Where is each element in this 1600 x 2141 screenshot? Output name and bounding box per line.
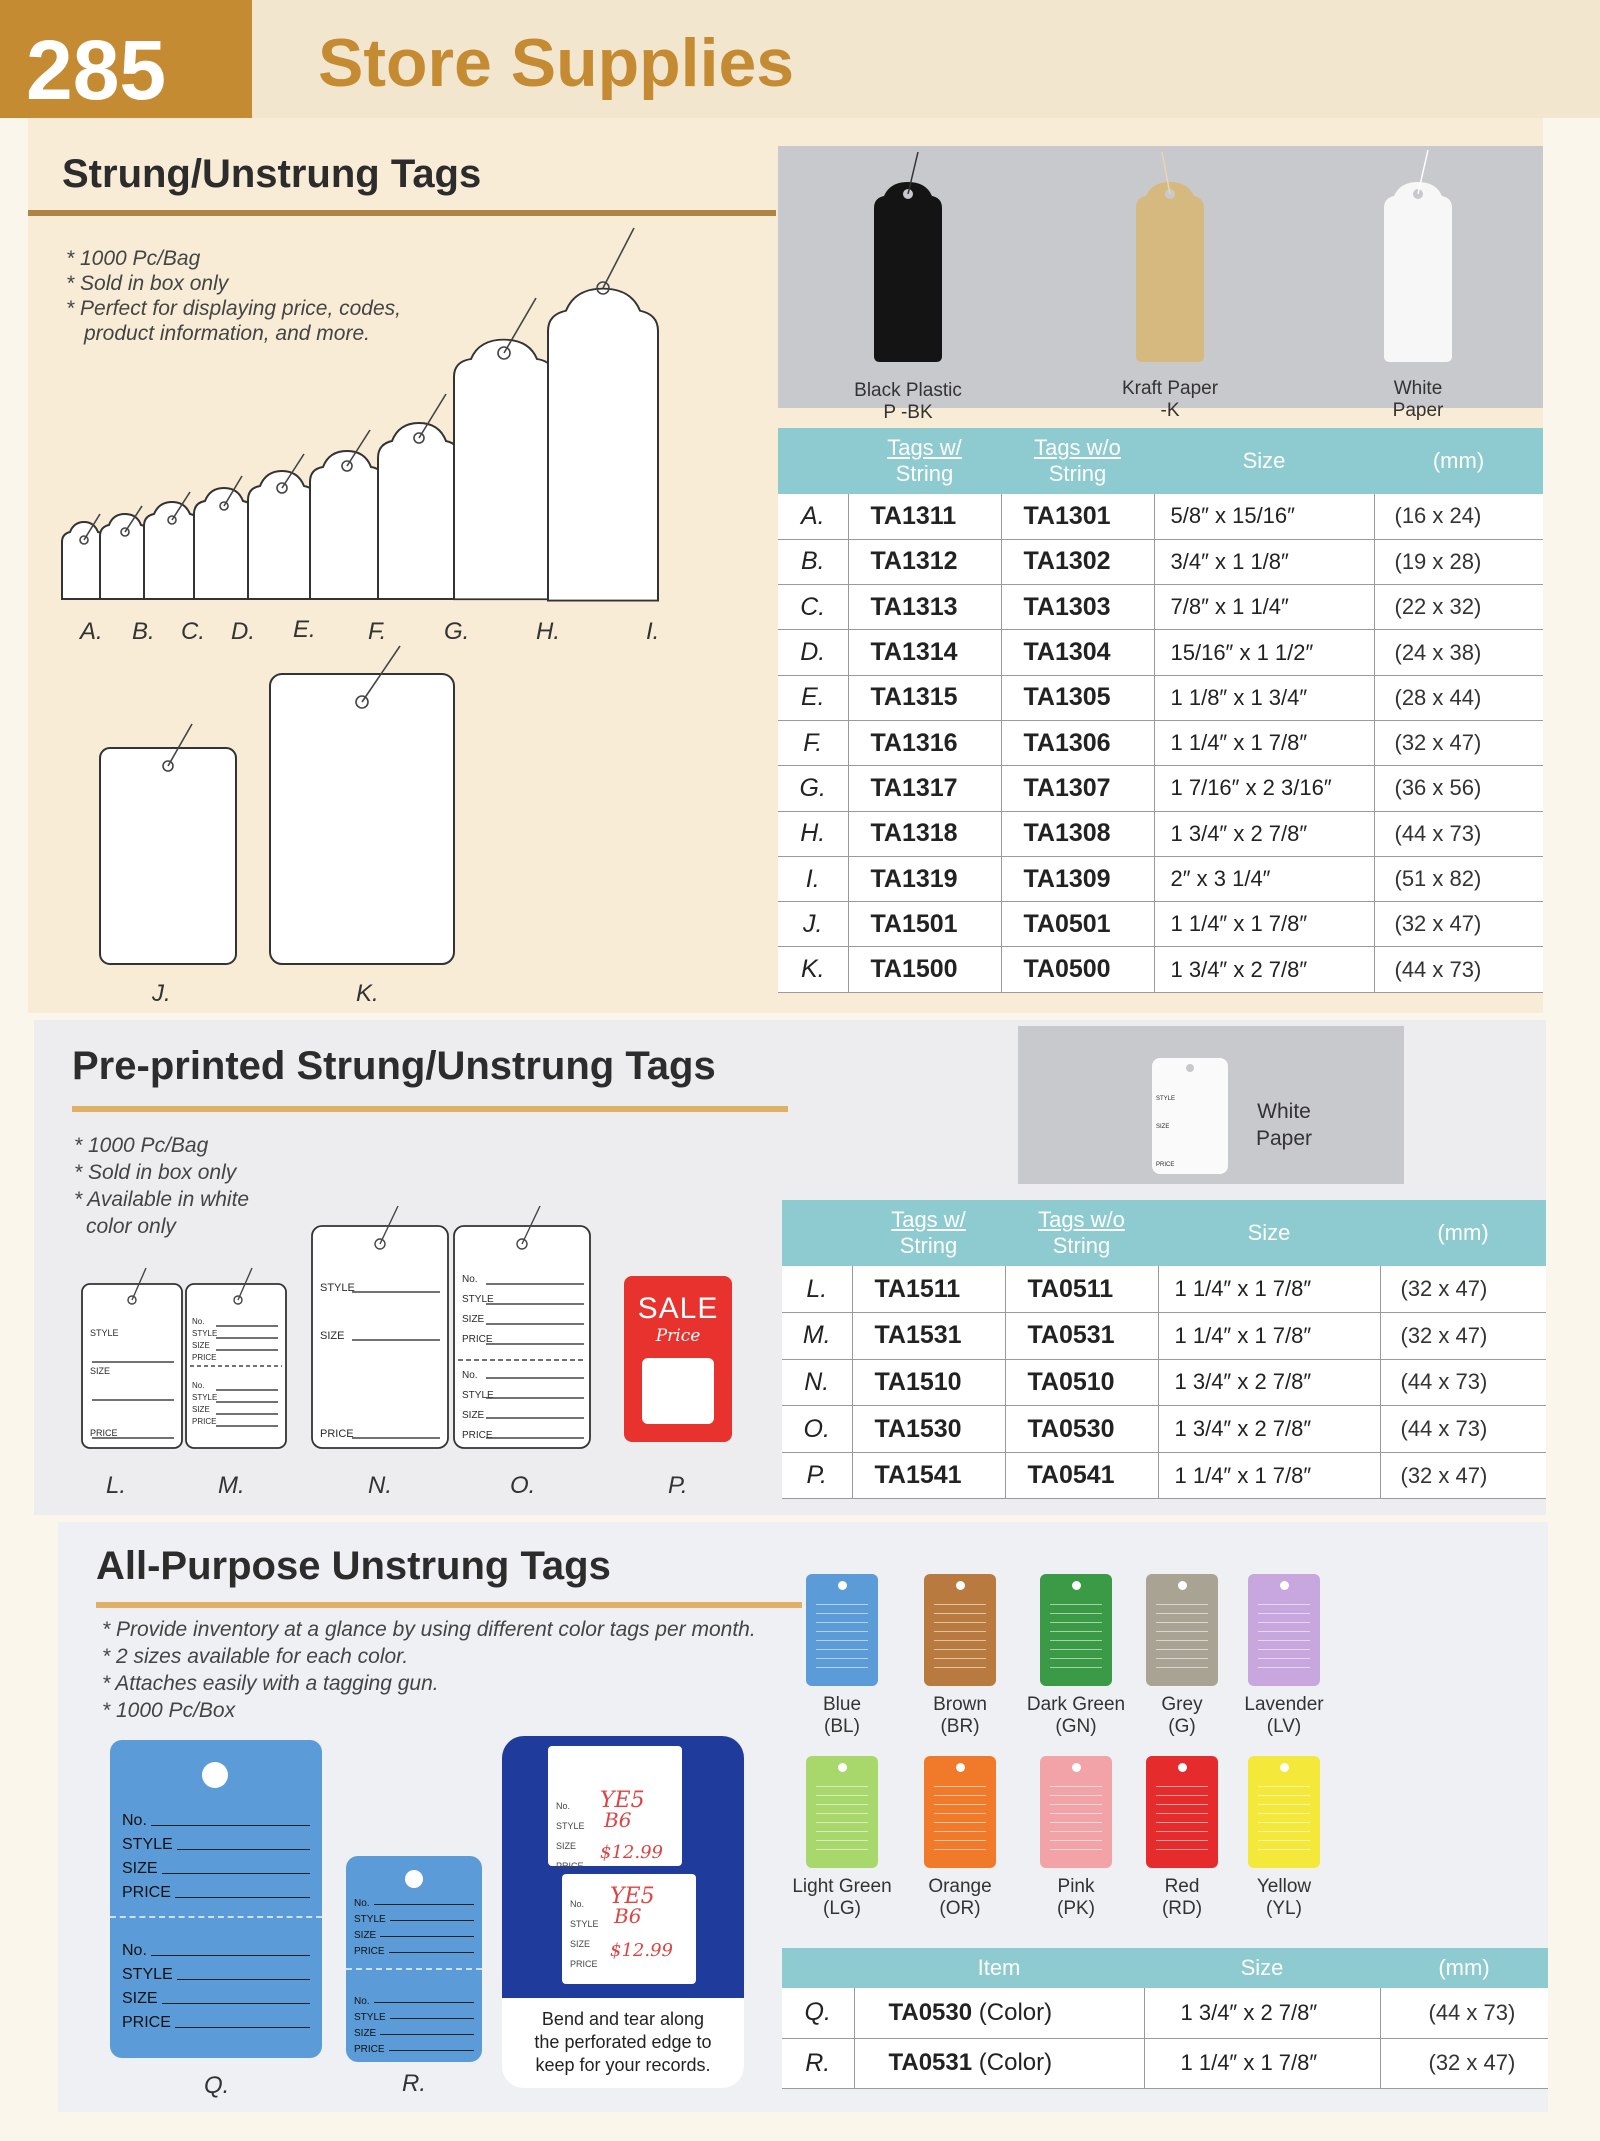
tag-k-icon [270,674,454,964]
all-purpose-spec-table: Item Size (mm) Q. TA0530 (Color) 1 3/4″ x 2 7/8″ (44 x 73) R. TA0531 (Color) 1 1/4″ x 1 7/8″ (32 x 47) [782,1948,1548,2089]
table-row [782,1988,1548,2038]
bullet-list: * Provide inventory at a glance by using different color tags per month. * 2 sizes available for each color. * Attaches easily with a tagging gun. * 1000 Pc/Box [102,1618,756,1722]
tag-letter: F. [368,618,387,645]
strung-unstrung-section [28,118,1543,1013]
cell-with: TA1318 [848,811,1001,856]
tag-q-icon: No. STYLE SIZE PRICE No. STYLE SIZE PRICE [110,1740,322,2058]
cell-with: TA1315 [848,675,1001,720]
cell-with: TA1530 [852,1406,1005,1453]
tag-g-icon [378,423,460,599]
tag-letter: M. [218,1472,245,1499]
page-header [0,0,1600,118]
sale-text: SALE [637,1292,719,1325]
table-row [778,494,1543,539]
cell-letter: E. [778,675,848,720]
cell-without: TA0510 [1005,1359,1158,1406]
table-row [782,2038,1548,2088]
cell-mm: (32 x 47) [1380,1452,1546,1499]
cell-without: TA0530 [1005,1406,1158,1453]
table-row [778,856,1543,901]
cell-size: 2″ x 3 1/4″ [1154,856,1374,901]
color-swatch-grey: Grey (G) [1122,1574,1242,1738]
cell-with: TA1501 [848,902,1001,947]
tag-letter: J. [152,980,171,1007]
cell-size: 1 3/4″ x 2 7/8″ [1154,947,1374,992]
color-tag-icon [1146,1756,1218,1868]
color-tag-icon [1146,1574,1218,1686]
cell-without: TA0500 [1001,947,1154,992]
torn-tag-top: No. STYLE SIZE PRICE YE5 B6 $12.99 [548,1746,682,1866]
table-row [782,1359,1546,1406]
cell-size: 1 1/4″ x 1 7/8″ [1158,1313,1380,1360]
cell-without: TA1306 [1001,720,1154,765]
bullet-list: * 1000 Pc/Bag * Sold in box only * Available in white color only [74,1134,250,1238]
material-white: White Paper [1392,378,1444,421]
cell-without: TA0531 [1005,1313,1158,1360]
tag-letter: G. [444,618,470,645]
cell-mm: (36 x 56) [1374,766,1543,811]
cell-with: TA1312 [848,539,1001,584]
cell-mm: (44 x 73) [1374,811,1543,856]
table-row [782,1406,1546,1453]
cell-letter: F. [778,720,848,765]
color-tag-icon [806,1756,878,1868]
tag-letter: D. [231,618,255,645]
cell-letter: O. [782,1406,852,1453]
cell-mm: (51 x 82) [1374,856,1543,901]
cell-without: TA1301 [1001,494,1154,539]
cell-size: 7/8″ x 1 1/4″ [1154,585,1374,630]
cell-without: TA1308 [1001,811,1154,856]
color-tag-icon [924,1574,996,1686]
cell-with: TA1319 [848,856,1001,901]
tag-letter: A. [80,618,103,645]
cell-size: 1 3/4″ x 2 7/8″ [1144,1988,1380,2038]
page-number: 285 [0,0,252,118]
cell-size: 1 1/4″ x 1 7/8″ [1154,720,1374,765]
cell-without: TA1304 [1001,630,1154,675]
tag-letter: O. [510,1472,536,1499]
tag-letter: P. [668,1472,688,1499]
material-black: Black Plastic P -BK [854,380,962,423]
color-swatch-brown: Brown (BR) [900,1574,1020,1738]
cell-without: TA1302 [1001,539,1154,584]
cell-size: 3/4″ x 1 1/8″ [1154,539,1374,584]
tag-b-icon [100,514,150,599]
materials-photo [778,146,1543,423]
tag-letter: B. [132,618,155,645]
cell-letter: R. [782,2038,854,2088]
cell-size: 1 1/4″ x 1 7/8″ [1154,902,1374,947]
cell-letter: I. [778,856,848,901]
tag-letter: E. [293,616,316,643]
cell-with: TA1531 [852,1313,1005,1360]
cell-without: TA1307 [1001,766,1154,811]
cell-without: TA0501 [1001,902,1154,947]
cell-letter: J. [778,902,848,947]
section-title: All-Purpose Unstrung Tags [96,1544,611,1588]
color-swatch-orange: Orange (OR) [900,1756,1020,1920]
cell-item: TA0530 (Color) [854,1988,1144,2038]
tag-r-icon: No. STYLE SIZE PRICE No. STYLE SIZE PRICE [346,1856,482,2062]
color-tag-icon [1040,1756,1112,1868]
cell-mm: (32 x 47) [1380,2038,1548,2088]
cell-size: 5/8″ x 15/16″ [1154,494,1374,539]
cell-mm: (44 x 73) [1380,1988,1548,2038]
cell-letter: A. [778,494,848,539]
color-tag-icon [1040,1574,1112,1686]
cell-without: TA1303 [1001,585,1154,630]
cell-mm: (44 x 73) [1374,947,1543,992]
cell-with: TA1500 [848,947,1001,992]
tag-letter: H. [536,618,560,645]
section-title: Pre-printed Strung/Unstrung Tags [72,1044,716,1088]
cell-letter: P. [782,1452,852,1499]
cell-mm: (24 x 38) [1374,630,1543,675]
cell-size: 1 1/8″ x 1 3/4″ [1154,675,1374,720]
tag-letter: N. [368,1472,392,1499]
cell-mm: (32 x 47) [1374,720,1543,765]
color-swatch-pink: Pink (PK) [1016,1756,1136,1920]
title-rule [96,1602,802,1608]
table-row [778,947,1543,992]
color-swatch-yellow: Yellow (YL) [1224,1756,1344,1920]
header-mm: (mm) [1374,428,1543,494]
torn-tag-bottom: No. STYLE SIZE PRICE YE5 B6 $12.99 [562,1874,696,1984]
bend-note: Bend and tear along the perforated edge to keep for your records. [534,2009,712,2075]
cell-size: 1 1/4″ x 1 7/8″ [1158,1452,1380,1499]
cell-with: TA1316 [848,720,1001,765]
color-swatch-red: Red (RD) [1122,1756,1242,1920]
tag-letter: R. [402,2070,426,2097]
cell-item: TA0531 (Color) [854,2038,1144,2088]
tag-i-icon [548,289,658,601]
cell-with: TA1311 [848,494,1001,539]
section-title: Strung/Unstrung Tags [62,152,482,196]
cell-without: TA1305 [1001,675,1154,720]
tag-letter: L. [106,1472,127,1499]
tag-h-icon [454,340,554,600]
cell-with: TA1510 [852,1359,1005,1406]
cell-with: TA1541 [852,1452,1005,1499]
cell-size: 1 3/4″ x 2 7/8″ [1158,1406,1380,1453]
color-tag-icon [1248,1756,1320,1868]
cell-without: TA0541 [1005,1452,1158,1499]
preprinted-spec-table: Tags w/ String Tags w/o String Size (mm) L. TA1511 TA0511 1 1/4″ x 1 7/8″ (32 x 47) M. TA1531 TA0531 1 1/4″ x 1 7/8″ (32 x 47) N. TA1510 TA0510 1 3/4″ x 2 7/8″ (44 x 73) O. TA1530 TA0530 1 3/4″ x 2 7/8″ (44 x 73) P. TA1541 TA0541 1 1/4″ x 1 7/8″ (32 x 47) [782,1200,1546,1499]
color-swatch-dark-green: Dark Green (GN) [1016,1574,1136,1738]
cell-mm: (32 x 47) [1380,1266,1546,1313]
header-size: Size [1154,428,1374,494]
all-purpose-section [58,1522,1548,2112]
table-row [778,630,1543,675]
table-row [778,811,1543,856]
cell-size: 1 3/4″ x 2 7/8″ [1154,811,1374,856]
tag-f-icon [310,451,384,599]
cell-mm: (22 x 32) [1374,585,1543,630]
tag-illustrations [28,118,788,1018]
header-empty [778,428,848,494]
cell-mm: (19 x 28) [1374,539,1543,584]
material-tags-icon [778,146,1543,408]
tag-letter: Q. [204,2072,230,2099]
cell-letter: H. [778,811,848,856]
table-row [782,1266,1546,1313]
cell-with: TA1511 [852,1266,1005,1313]
color-swatch-blue: Blue (BL) [782,1574,902,1738]
header-with-string: Tags w/ String [848,428,1001,494]
tag-e-icon [248,471,316,599]
table-row [778,720,1543,765]
tag-letter: K. [356,980,379,1007]
table-row [782,1313,1546,1360]
cell-letter: N. [782,1359,852,1406]
cell-size: 1 3/4″ x 2 7/8″ [1158,1359,1380,1406]
cell-size: 15/16″ x 1 1/2″ [1154,630,1374,675]
color-swatch-light-green: Light Green (LG) [782,1756,902,1920]
cell-with: TA1314 [848,630,1001,675]
cell-letter: B. [778,539,848,584]
table-row [778,766,1543,811]
preprinted-tags [34,1020,794,1515]
cell-size: 1 7/16″ x 2 3/16″ [1154,766,1374,811]
bullet-list: * 1000 Pc/Bag * Sold in box only * Perfect for displaying price, codes, product information, and more. [66,247,401,345]
material-kraft: Kraft Paper -K [1121,378,1219,421]
color-tag-icon [806,1574,878,1686]
color-swatch-lavender: Lavender (LV) [1224,1574,1344,1738]
preprinted-photo [1018,1026,1404,1184]
table-row [778,675,1543,720]
color-tag-icon [924,1756,996,1868]
cell-mm: (16 x 24) [1374,494,1543,539]
cell-mm: (44 x 73) [1380,1406,1546,1453]
cell-letter: C. [778,585,848,630]
sale-script: Price [655,1326,701,1346]
tags-spec-table [778,428,1543,993]
tear-demo-photo [502,1736,744,2088]
cell-size: 1 1/4″ x 1 7/8″ [1158,1266,1380,1313]
tag-j-icon [100,748,236,964]
preprinted-section: Pre-printed Strung/Unstrung Tags * 1000 Pc/Bag * Sold in box only * Available in white color only STYLE SIZE PRICE White Paper STYLE SIZE PRICE No. STYLE SIZE PRICE No. STYLE SIZE PRICE STYLE SIZE PRICE No. STYLE SIZE PRICE No. STYLE SIZE PRICE SALE Price L. M. N. O. P. Tags w/ String Tags w/o String Size (mm) L. TA1511 TA0511 1 1/4″ x 1 7/8″ (32 x 47) M. TA1531 TA0531 1 1/4″ x 1 7/8″ (32 x 47) N. TA1510 TA0510 1 3/4″ x 2 7/8″ (44 x 73) O. TA1530 TA0530 1 3/4″ x 2 7/8″ (44 x 73) P. TA1541 TA0541 1 1/4″ x 1 7/8″ (32 x 47) [34,1020,1546,1515]
color-tag-icon [1248,1574,1320,1686]
tag-letter: I. [646,618,660,645]
cell-letter: G. [778,766,848,811]
cell-without: TA0511 [1005,1266,1158,1313]
table-row [778,585,1543,630]
page-title: Store Supplies [318,25,795,101]
cell-letter: K. [778,947,848,992]
cell-letter: L. [782,1266,852,1313]
cell-without: TA1309 [1001,856,1154,901]
table-row [778,539,1543,584]
cell-size: 1 1/4″ x 1 7/8″ [1144,2038,1380,2088]
table-row [782,1452,1546,1499]
table-row [778,902,1543,947]
tag-letter: C. [181,618,205,645]
cell-mm: (28 x 44) [1374,675,1543,720]
cell-mm: (44 x 73) [1380,1359,1546,1406]
header-without-string: Tags w/o String [1001,428,1154,494]
cell-with: TA1317 [848,766,1001,811]
cell-with: TA1313 [848,585,1001,630]
cell-letter: Q. [782,1988,854,2038]
cell-letter: M. [782,1313,852,1360]
cell-mm: (32 x 47) [1374,902,1543,947]
photo-caption: White Paper [1255,1100,1313,1150]
cell-mm: (32 x 47) [1380,1313,1546,1360]
white-tag-icon: STYLE SIZE PRICE [1152,1058,1228,1174]
cell-letter: D. [778,630,848,675]
